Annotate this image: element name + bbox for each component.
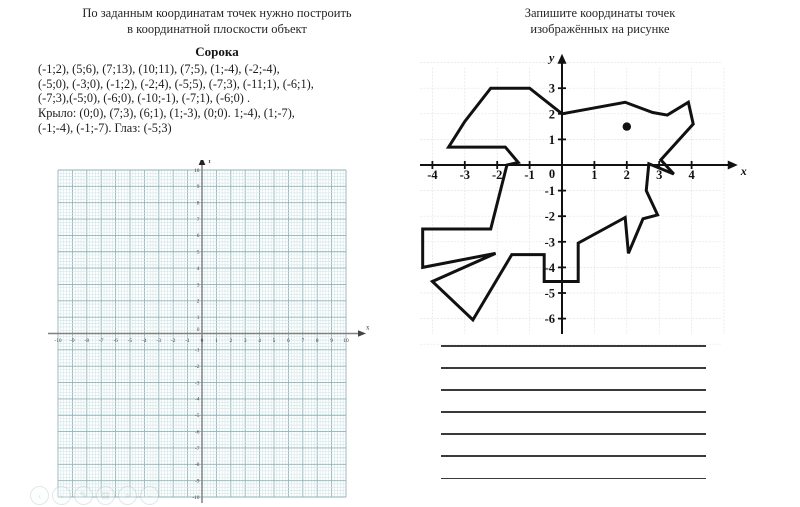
svg-text:x: x — [366, 323, 370, 332]
svg-text:-4: -4 — [427, 168, 438, 182]
left-task-title-line2: в координатной плоскости объект — [127, 22, 307, 36]
svg-text:y: y — [549, 50, 555, 65]
right-task-title-line2: изображённых на рисунке — [530, 22, 670, 36]
svg-text:x: x — [740, 164, 747, 178]
svg-text:9: 9 — [330, 338, 333, 344]
svg-text:Y: Y — [207, 160, 213, 165]
right-task-title — [430, 5, 770, 37]
svg-text:2: 2 — [229, 338, 233, 344]
magpie-figure — [420, 50, 780, 345]
svg-text:1: 1 — [215, 338, 218, 344]
svg-text:-9: -9 — [70, 338, 75, 344]
svg-text:7: 7 — [196, 216, 200, 223]
coordinate-line: (-7;3),(-5;0), (-6;0), (-10;-1), (-7;1), (-6;0) . — [38, 91, 251, 106]
svg-text:8: 8 — [315, 338, 319, 344]
answer-line[interactable] — [441, 367, 706, 369]
svg-text:1: 1 — [196, 314, 200, 321]
answer-line[interactable] — [441, 455, 706, 457]
svg-text:-6: -6 — [544, 312, 555, 327]
zoom-out-icon[interactable]: − — [140, 486, 159, 505]
magpie-figure-svg — [420, 50, 780, 345]
svg-text:3: 3 — [196, 282, 200, 289]
pencil-icon[interactable]: ✎ — [74, 486, 93, 505]
coordinate-line: (-1;2), (5;6), (7;13), (10;11), (7;5), (1;-4), (-2;-4), — [38, 62, 280, 76]
svg-text:10: 10 — [194, 167, 200, 174]
svg-text:5: 5 — [196, 249, 200, 256]
svg-text:6: 6 — [196, 233, 200, 240]
answer-line[interactable] — [441, 433, 706, 435]
coordinate-line: (-1;-4), (-1;-7). Глаз: (-5;3) — [38, 120, 172, 135]
svg-text:-4: -4 — [544, 260, 555, 275]
svg-text:3: 3 — [243, 338, 247, 344]
svg-text:1: 1 — [548, 132, 555, 147]
svg-text:-4: -4 — [142, 338, 147, 344]
answer-line[interactable] — [441, 389, 706, 391]
svg-text:-1: -1 — [195, 347, 200, 354]
zoom-in-icon[interactable]: ⌕ — [118, 486, 137, 505]
coordinate-list — [38, 62, 398, 136]
svg-text:-3: -3 — [195, 380, 200, 387]
back-icon[interactable]: ‹ — [30, 486, 49, 505]
svg-text:-1: -1 — [544, 184, 555, 199]
svg-text:-2: -2 — [170, 338, 176, 344]
svg-text:-7: -7 — [98, 338, 104, 344]
svg-text:5: 5 — [272, 338, 276, 344]
svg-text:-3: -3 — [156, 338, 162, 344]
svg-text:-7: -7 — [195, 445, 200, 452]
svg-text:-6: -6 — [195, 429, 200, 436]
svg-text:-6: -6 — [113, 338, 118, 344]
svg-text:9: 9 — [196, 184, 200, 191]
svg-text:3: 3 — [656, 168, 663, 182]
coordinate-line: (-5;0), (-3;0), (-1;2), (-2;4), (-5;5), (-7;3), (-11;1), (-6;1), — [38, 76, 314, 91]
image-toolbar[interactable] — [30, 486, 159, 505]
svg-text:-3: -3 — [544, 235, 555, 250]
answer-lines — [441, 345, 721, 500]
svg-text:-2: -2 — [544, 209, 555, 224]
svg-text:-8: -8 — [195, 462, 200, 469]
svg-text:4: 4 — [196, 265, 200, 272]
svg-text:-4: -4 — [195, 396, 200, 403]
svg-text:2: 2 — [623, 168, 630, 182]
forward-icon[interactable]: › — [52, 486, 71, 505]
svg-text:-3: -3 — [459, 168, 471, 182]
blank-coordinate-grid — [40, 160, 370, 505]
svg-text:6: 6 — [287, 338, 290, 344]
object-name-heading: Сорока — [195, 44, 239, 59]
svg-text:1: 1 — [591, 168, 598, 182]
svg-text:4: 4 — [258, 338, 261, 344]
svg-text:3: 3 — [548, 81, 555, 96]
svg-text:0: 0 — [196, 327, 200, 333]
svg-text:-10: -10 — [192, 494, 200, 501]
svg-text:-5: -5 — [195, 413, 200, 420]
answer-line[interactable] — [441, 411, 706, 413]
left-task-title-line1: По заданным координатам точек нужно построить — [82, 6, 352, 20]
svg-text:2: 2 — [548, 107, 555, 122]
save-icon[interactable]: ▤ — [96, 486, 115, 505]
svg-text:0: 0 — [548, 167, 556, 181]
svg-text:8: 8 — [196, 200, 200, 207]
svg-text:-9: -9 — [195, 478, 200, 485]
left-task-title — [34, 5, 400, 37]
svg-text:-2: -2 — [195, 364, 200, 370]
svg-text:10: 10 — [343, 338, 349, 344]
svg-text:-10: -10 — [54, 338, 62, 344]
svg-text:-5: -5 — [127, 338, 133, 344]
svg-text:-5: -5 — [544, 286, 555, 301]
svg-text:-8: -8 — [84, 338, 90, 344]
coordinate-line: Крыло: (0;0), (7;3), (6;1), (1;-3), (0;0). 1;-4), (1;-7), — [38, 106, 295, 121]
svg-text:7: 7 — [301, 338, 305, 344]
svg-text:-2: -2 — [491, 168, 503, 182]
right-task-panel — [400, 0, 800, 507]
right-task-title-line1: Запишите координаты точек — [524, 6, 676, 20]
answer-line[interactable] — [441, 478, 706, 480]
svg-text:-1: -1 — [524, 168, 535, 182]
coordinate-grid-svg — [40, 160, 370, 505]
svg-text:0: 0 — [200, 338, 204, 344]
answer-line[interactable] — [441, 345, 706, 347]
svg-text:4: 4 — [688, 168, 695, 182]
svg-text:2: 2 — [196, 298, 200, 305]
svg-text:-1: -1 — [185, 338, 190, 344]
